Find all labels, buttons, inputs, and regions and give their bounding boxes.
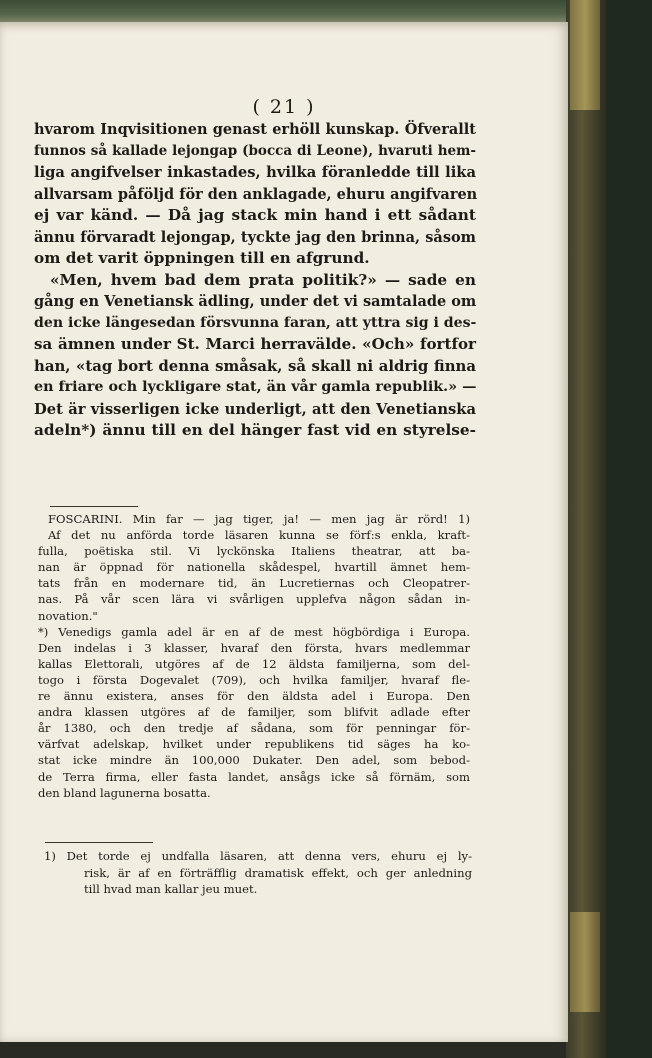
footnote-line: nan är öppnad för nationella skådespel, hvartill ämnet hem- [38,560,470,575]
text-line: «Men, hvem bad dem prata politik?» — sade en [50,270,476,289]
footnote-line: stat icke mindre än 100,000 Dukater. Den adel, som bebod- [38,753,470,768]
footnote-line: novation." [38,608,98,623]
text-line: funnos så kallade lejongap (bocca di Leone), hvaruti hem- [34,142,476,159]
text-line: liga angifvelser inkastades, hvilka föranledde till lika [34,164,476,181]
footnote-line: de Terra firma, eller fasta landet, ansågs icke så förnäm, som [38,769,470,784]
page-number: ( 21 ) [252,96,316,118]
footnote-line: re ännu existera, anses för den äldsta adel i Europa. Den [38,689,470,704]
main-text [34,119,476,442]
book-page [0,22,568,1042]
text-line: om det varit öppningen till en afgrund. [34,249,370,267]
text-line: ännu förvaradt lejongap, tyckte jag den brinna, såsom [34,228,476,246]
text-line: Det är visserligen icke underligt, att den Venetianska [34,400,476,418]
text-line: sa ämnen under St. Marci herravälde. «Och» fortfor [34,335,476,353]
footnote-line: *) Venedigs gamla adel är en af de mest högbördiga i Europa. [38,624,470,639]
footnote-line: kallas Elettorali, utgöres af de 12 äldsta familjerna, som del- [38,656,470,671]
binding-tape-top [570,0,600,110]
text-line: en friare och lyckligare stat, än vår gamla republik.» — [34,379,477,395]
background-margin [606,0,652,1058]
dialogue-line: FOSCARINI. Min far — jag tiger, ja! — men jag är rörd! 1) [48,512,470,526]
footnote-line: togo i första Dogevalet (709), och hvilka familjer, hvaraf fle- [38,672,470,687]
footnote-line: den bland lagunerna bosatta. [38,785,211,800]
separator-rule [50,506,138,507]
footnote-line: risk, är af en förträfflig dramatisk effekt, och ger anledning [84,865,472,880]
text-line: hvarom Inqvisitionen genast erhöll kunskap. Öfverallt [34,121,476,138]
text-line: gång en Venetiansk ädling, under det vi samtalade om [34,293,477,310]
footnote-line: tats från en modernare tid, än Lucretiernas och Cleopatrer- [38,576,470,591]
footnote-line: andra klassen utgöres af de familjer, som blifvit adlade efter [38,705,470,720]
footnote-line: värfvat adelskap, hvilket under republikens tid säges ha ko- [38,737,470,752]
footnote-line: 1) Det torde ej undfalla läsaren, att denna vers, ehuru ej ly- [44,849,472,863]
footnote-line: nas. På vår scen lära vi svårligen upplefva någon sådan in- [38,592,470,607]
footnote-line: Af det nu anförda torde läsaren kunna se förf:s enkla, kraft- [48,528,470,543]
footnote-block [38,511,470,801]
footnote-line: fulla, poëtiska stil. Vi lyckönska Italiens theatrar, att ba- [38,544,470,559]
binding-tape-bottom [570,912,600,1012]
footnote-line: till hvad man kallar jeu muet. [84,882,258,897]
text-line: den icke längesedan försvunna faran, att yttra sig i des- [34,314,477,331]
footnote-line: Den indelas i 3 klasser, hvaraf den första, hvars medlemmar [38,640,470,655]
footnote-line: år 1380, och den tredje af sådana, som för penningar för- [38,721,470,736]
text-line: han, «tag bort denna småsak, så skall ni aldrig finna [34,356,476,375]
numbered-footnote [44,848,472,898]
separator-rule [45,842,153,843]
text-line: allvarsam påföljd för den anklagade, ehuru angifvaren [34,185,478,203]
text-line: ej var känd. — Då jag stack min hand i ett sådant [34,206,476,224]
book-cover-top [0,0,600,24]
book-cover-edge [566,0,606,1058]
text-line: adeln*) ännu till en del hänger fast vid en styrelse- [34,421,476,439]
